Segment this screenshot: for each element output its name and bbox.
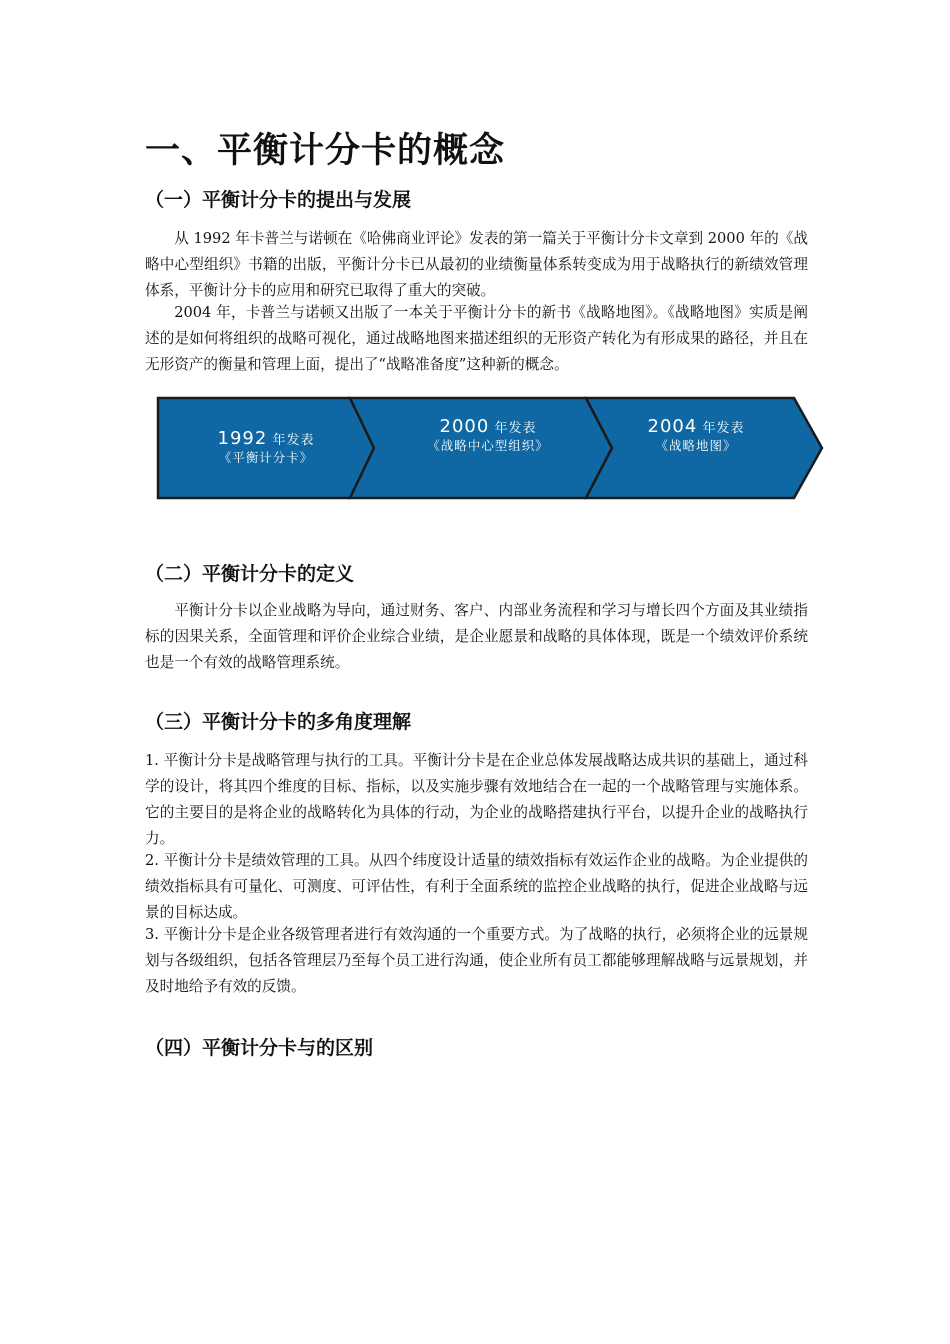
stage-year: 2000 <box>439 416 490 437</box>
section-2-paragraph-1: 平衡计分卡以企业战略为导向，通过财务、客户、内部业务流程和学习与增长四个方面及其业绩指标的因果关系，全面管理和评价企业综合业绩，是企业愿景和战略的具体体现，既是一个绩效评价系统也是一个有效的战略管理系统。 <box>145 602 808 671</box>
stage-year-suffix: 年发表 <box>702 421 745 436</box>
section-1-paragraph-1: 从 1992 年卡普兰与诺顿在《哈佛商业评论》发表的第一篇关于平衡计分卡文章到 2000 年的《战略中心型组织》书籍的出版，平衡计分卡已从最初的业绩衡量体系转变成为用于战略执行的新绩效管理体系，平衡计分卡的应用和研究已取得了重大的突破。 <box>145 230 808 299</box>
section-3-item-2: 2. 平衡计分卡是绩效管理的工具。从四个纬度设计适量的绩效指标有效运作企业的战略。为企业提供的绩效指标具有可量化、可测度、可评估性，有利于全面系统的监控企业战略的执行，促进企业战略与远景的目标达成。 <box>145 852 808 921</box>
stage-year-suffix: 年发表 <box>494 421 537 436</box>
publication-timeline <box>152 392 832 504</box>
section-1-paragraph-2: 2004 年，卡普兰与诺顿又出版了一本关于平衡计分卡的新书《战略地图》。《战略地图》实质是阐述的是如何将组织的战略可视化，通过战略地图来描述组织的无形资产转化为有形成果的路径，并且在无形资产的衡量和管理上面，提出了“战略准备度”这种新的概念。 <box>145 304 808 373</box>
stage-year: 1992 <box>217 428 268 449</box>
section-heading-1: （一）平衡计分卡的提出与发展 <box>145 189 412 211</box>
timeline-stage-2000 <box>388 416 588 455</box>
stage-year-suffix: 年发表 <box>272 433 315 448</box>
timeline-stage-1992 <box>166 428 366 467</box>
page-title: 一、平衡计分卡的概念 <box>145 130 506 171</box>
stage-book-title: 《战略中心型组织》 <box>427 438 549 453</box>
section-heading-2: （二）平衡计分卡的定义 <box>145 563 355 585</box>
section-3-item-3: 3. 平衡计分卡是企业各级管理者进行有效沟通的一个重要方式。为了战略的执行，必须将企业的远景规划与各级组织，包括各管理层乃至每个员工进行沟通，使企业所有员工都能够理解战略与远景规划，并及时地给予有效的反馈。 <box>145 926 808 995</box>
stage-book-title: 《平衡计分卡》 <box>218 450 314 465</box>
stage-year: 2004 <box>647 416 698 437</box>
section-heading-4: （四）平衡计分卡与的区别 <box>145 1037 374 1059</box>
stage-book-title: 《战略地图》 <box>655 438 737 453</box>
timeline-stage-2004 <box>596 416 796 455</box>
section-3-item-1: 1. 平衡计分卡是战略管理与执行的工具。平衡计分卡是在企业总体发展战略达成共识的基础上，通过科学的设计，将其四个维度的目标、指标，以及实施步骤有效地结合在一起的一个战略管理与实施体系。它的主要目的是将企业的战略转化为具体的行动，为企业的战略搭建执行平台，以提升企业的战略执行力。 <box>145 752 808 847</box>
section-heading-3: （三）平衡计分卡的多角度理解 <box>145 711 412 733</box>
